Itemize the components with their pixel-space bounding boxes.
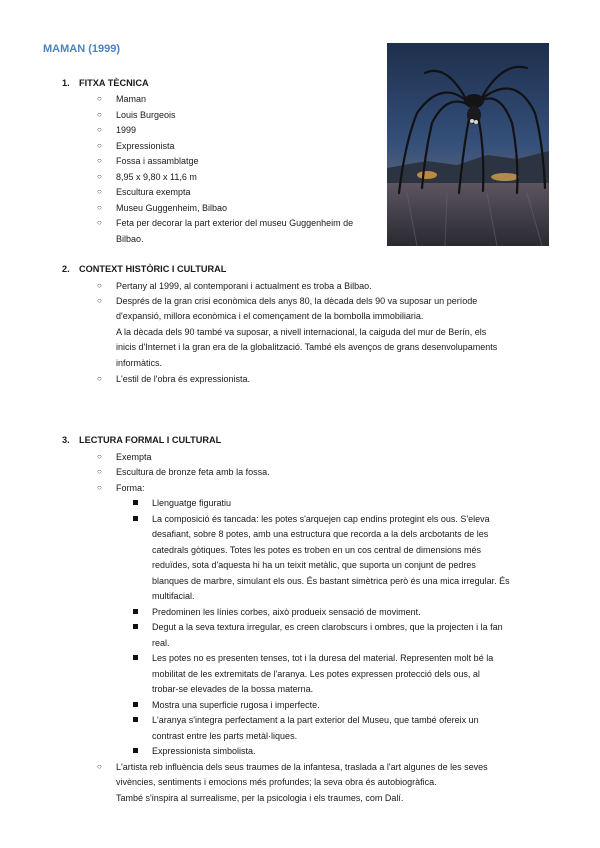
list-item: Escultura de bronze feta amb la fossa. [116, 467, 270, 477]
sub-list-item: L'aranya s'integra perfectament a la part exterior del Museu, que també ofereix un [152, 715, 479, 725]
list-item: Després de la gran crisi econòmica dels anys 80, la dècada dels 90 va suposar un període [116, 296, 478, 306]
bullet-square-icon [133, 516, 138, 521]
bullet-circle-icon: ○ [97, 110, 102, 119]
bullet-circle-icon: ○ [97, 452, 102, 461]
list-item: Maman [116, 94, 147, 104]
bullet-circle-icon: ○ [97, 296, 102, 305]
bullet-circle-icon: ○ [97, 125, 102, 134]
bullet-circle-icon: ○ [97, 172, 102, 181]
sub-list-item: Expressionista simbolista. [152, 746, 256, 756]
list-item: Fossa i assamblatge [116, 156, 199, 166]
sub-list-item-continuation: trobar-se elevades de la bossa materna. [152, 684, 314, 694]
sub-list-item-continuation: multifacial. [152, 591, 195, 601]
list-item: 8,95 x 9,80 x 11,6 m [116, 172, 197, 182]
section-2-number: 2. [62, 264, 70, 274]
list-item-continuation: informàtics. [116, 358, 163, 368]
sub-list-item-continuation: mobilitat de les extremitats de l'aranya. Les potes expressen protecció dels ous, al [152, 669, 480, 679]
bullet-square-icon [133, 655, 138, 660]
section-2-heading [62, 264, 226, 274]
section-1-title: FITXA TÈCNICA [79, 78, 149, 88]
bullet-circle-icon: ○ [97, 483, 102, 492]
sub-list-item-continuation: blanques de marbre, simulant els ous. És bastant simètrica però és una mica irregular. És [152, 576, 510, 586]
sub-list-item-continuation: contrast entre les parts metàl·liques. [152, 731, 298, 741]
sub-list-item-continuation: real. [152, 638, 170, 648]
section-3-title: LECTURA FORMAL I CULTURAL [79, 435, 222, 445]
document-title: MAMAN (1999) [43, 43, 121, 55]
bullet-square-icon [133, 624, 138, 629]
bullet-square-icon [133, 717, 138, 722]
sub-list-item-continuation: reduïdes, sota d'aquesta hi ha un teixit metàlic, que suporta un conjunt de pedres [152, 560, 476, 570]
list-item: L'artista reb influència dels seus traumes de la infantesa, traslada a l'art algunes de les seves [116, 762, 488, 772]
bullet-square-icon [133, 500, 138, 505]
list-item: Louis Burgeois [116, 110, 176, 120]
sub-list-item: Mostra una superficie rugosa i imperfecte. [152, 700, 320, 710]
list-item: Exempta [116, 452, 152, 462]
bullet-circle-icon: ○ [97, 94, 102, 103]
list-item-continuation: vivències, sentiments i emocions més profundes; la seva obra és autobiogràfica. [116, 777, 437, 787]
section-3-number: 3. [62, 435, 70, 445]
sub-list-item: Degut a la seva textura irregular, es creen clarobscurs i ombres, que la projecten i la fan [152, 622, 503, 632]
list-item-continuation: d'expansió, millora econòmica i el començament de la bombolla immobiliaria. [116, 311, 424, 321]
maman-sculpture-photo [387, 43, 549, 246]
sub-list-item: Predominen les línies corbes, això produeix sensació de moviment. [152, 607, 421, 617]
bullet-circle-icon: ○ [97, 218, 102, 227]
list-item: Escultura exempta [116, 187, 191, 197]
list-item: Museu Guggenheim, Bilbao [116, 203, 228, 213]
bullet-square-icon [133, 702, 138, 707]
section-1-heading [62, 78, 149, 88]
list-item: 1999 [116, 125, 137, 135]
bullet-circle-icon: ○ [97, 187, 102, 196]
bullet-circle-icon: ○ [97, 467, 102, 476]
bullet-circle-icon: ○ [97, 374, 102, 383]
sub-list-item-continuation: desafiant, sobre 8 potes, amb una estructura que recorda a la dels arcbotants de les [152, 529, 489, 539]
section-2-title: CONTEXT HISTÒRIC I CULTURAL [79, 264, 227, 274]
section-3-heading [62, 435, 221, 445]
bullet-circle-icon: ○ [97, 281, 102, 290]
list-item: Feta per decorar la part exterior del museu Guggenheim de [116, 218, 354, 228]
list-item: L'estil de l'obra és expressionista. [116, 374, 251, 384]
list-item: Forma: [116, 483, 145, 493]
list-item-continuation: Bilbao. [116, 234, 144, 244]
list-item-continuation: inicis d'Internet i la gran era de la globalització. També els avenços de grans desenvolupaments [116, 342, 498, 352]
bullet-circle-icon: ○ [97, 141, 102, 150]
sub-list-item: Les potes no es presenten tenses, tot i la duresa del material. Representen molt bé la [152, 653, 494, 663]
list-item-continuation: A la dècada dels 90 també va suposar, a nivell internacional, la caiguda del mur de Berín, els [116, 327, 487, 337]
list-item: Pertany al 1999, al contemporani i actualment es troba a Bilbao. [116, 281, 372, 291]
bullet-circle-icon: ○ [97, 203, 102, 212]
list-item: Expressionista [116, 141, 175, 151]
sub-list-item: Llenguatge figuratiu [152, 498, 232, 508]
bullet-square-icon [133, 609, 138, 614]
bullet-circle-icon: ○ [97, 762, 102, 771]
list-item-continuation: També s'inspira al surrealisme, per la psicologia i els traumes, com Dalí. [116, 793, 404, 803]
bullet-circle-icon: ○ [97, 156, 102, 165]
section-1-number: 1. [62, 78, 70, 88]
sub-list-item-continuation: catedrals gòtiques. Totes les potes es troben en un cos central de dimensions més [152, 545, 482, 555]
sub-list-item: La composició és tancada: les potes s'arquejen cap endins protegint els ous. S'eleva [152, 514, 490, 524]
bullet-square-icon [133, 748, 138, 753]
